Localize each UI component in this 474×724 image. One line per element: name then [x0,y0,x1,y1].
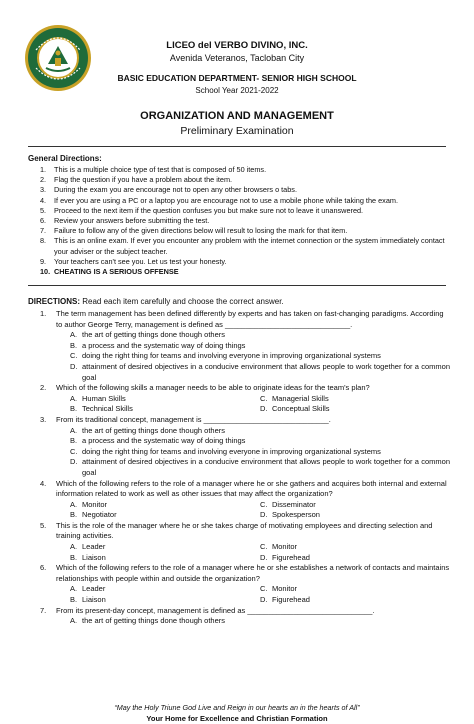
direction-number: 3. [40,185,47,195]
option-text: Disseminator [272,499,316,509]
option-letter: B. [70,340,78,350]
direction-text: If ever you are using a PC or a laptop you are encourage not to use a mobile phone while taking the exam. [54,195,398,205]
option-letter: B. [70,595,78,605]
option-letter: C. [260,584,268,594]
answer-option [70,500,260,511]
direction-item [40,226,450,236]
option-text: Negotiator [82,510,117,520]
question-item [40,563,450,584]
direction-number: 10. [40,267,51,277]
question-number: 7. [40,605,47,615]
option-text: Leader [82,542,106,552]
option-text: doing the right thing for teams and involving everyone in improving organizational systems [82,351,381,361]
answer-option-row [70,404,450,415]
school-address: Avenida Veteranos, Tacloban City [169,53,305,63]
question-item [40,606,450,617]
direction-item [40,165,450,175]
answer-option [260,394,450,405]
answer-option-row [70,584,450,595]
option-letter: A. [70,425,78,435]
question-item [40,415,450,426]
option-letter: C. [70,351,78,361]
direction-text: During the exam you are encourage not to open any other browsers o tabs. [54,185,297,195]
general-directions-title: General Directions: [28,154,102,163]
question-text: From its present-day concept, management is defined as ______________________________. [56,605,375,615]
option-letter: C. [70,446,78,456]
answer-option [70,616,450,627]
answer-option [70,595,260,606]
option-text: Leader [82,584,106,594]
question-item [40,521,450,542]
answer-option [260,595,450,606]
directions-text: Read each item carefully and choose the correct answer. [80,297,284,306]
option-text: the art of getting things done though others [82,330,226,340]
option-text: doing the right thing for teams and involving everyone in improving organizational systems [82,446,381,456]
answer-option [70,404,260,415]
question-number: 6. [40,563,47,573]
question-text: Which of the following refers to the role of a manager where he or she gathers and acquires both internal and external information related to work as well as other issues that may affect the organization? [56,478,447,499]
general-directions-list [40,165,450,277]
direction-text: This is a multiple choice type of test that is composed of 50 items. [54,165,267,174]
answer-option [260,542,450,553]
question-item [40,309,450,330]
direction-text: Proceed to the next item if the question confuses you but make sure not to leave it unanswered. [54,205,364,215]
answer-option [260,500,450,511]
option-text: Spokesperson [272,510,320,520]
direction-item [40,236,450,256]
direction-item [40,185,450,195]
option-letter: D. [70,361,78,371]
direction-number: 6. [40,216,47,226]
option-letter: B. [70,404,78,414]
exam-title: Preliminary Examination [180,125,294,137]
option-letter: D. [70,457,78,467]
option-letter: A. [70,330,78,340]
question-number: 1. [40,309,47,318]
subject-title: ORGANIZATION AND MANAGEMENT [140,110,334,122]
department: BASIC EDUCATION DEPARTMENT- SENIOR HIGH SCHOOL [117,73,357,83]
answer-option [70,436,450,447]
option-text: a process and the systematic way of doing things [82,340,246,350]
direction-number: 5. [40,205,47,215]
answer-option [70,447,450,458]
direction-number: 9. [40,256,47,266]
option-text: Monitor [272,542,298,552]
option-letter: D. [260,510,268,520]
answer-option [70,330,450,341]
question-text: The term management has been defined differently by experts and has taken on fast-changing paradigms. According to author George Terry, management is defined as ______________________________. [56,309,444,329]
option-letter: D. [260,552,268,562]
question-text: From its traditional concept, management is ______________________________. [56,414,331,424]
option-letter: A. [70,584,78,594]
option-text: Conceptual Skills [272,404,330,414]
question-number: 2. [40,383,47,393]
answer-option [70,341,450,352]
answer-option-row [70,510,450,521]
option-letter: A. [70,393,78,403]
option-letter: B. [70,552,78,562]
question-item [40,479,450,500]
answer-option [70,584,260,595]
directions-label: DIRECTIONS: [28,297,80,306]
direction-number: 2. [40,175,47,185]
direction-item [40,196,450,206]
option-letter: B. [70,436,78,446]
answer-option [70,542,260,553]
option-letter: D. [260,404,268,414]
direction-text: Flag the question if you have a problem about the item. [54,175,233,185]
answer-option [260,553,450,564]
answer-option [260,510,450,521]
answer-option [70,426,450,437]
directions [28,297,284,306]
answer-option [70,362,450,383]
answer-option [70,510,260,521]
option-letter: B. [70,510,78,520]
answer-option-row [70,595,450,606]
direction-item [40,216,450,226]
direction-text: Review your answers before submitting the test. [54,216,210,226]
direction-number: 1. [40,165,47,174]
direction-item [40,206,450,216]
option-letter: C. [260,393,268,403]
divider [28,146,446,147]
footer-quote: “May the Holy Triune God Live and Reign in our hearts an in the hearts of All” [114,703,360,712]
direction-text: CHEATING IS A SERIOUS OFFENSE [54,267,179,277]
question-number: 5. [40,520,47,530]
direction-number: 4. [40,195,47,205]
answer-option [70,457,450,478]
direction-item [40,175,450,185]
direction-number: 7. [40,226,47,236]
footer-motto: Your Home for Excellence and Christian Formation [146,714,328,723]
answer-option-row [70,394,450,405]
option-text: Liaison [82,552,106,562]
direction-item [40,267,450,277]
option-text: Monitor [82,499,108,509]
question-item [40,383,450,394]
option-text: attainment of desired objectives in a conducive environment that allows people to work together for a common goal [82,361,450,382]
question-text: This is the role of the manager where he or she takes charge of motivating employees and directing selection and training activities. [56,520,433,541]
option-text: a process and the systematic way of doing things [82,436,246,446]
option-text: the art of getting things done though others [82,425,226,435]
answer-option [260,404,450,415]
option-text: Managerial Skills [272,393,329,403]
direction-number: 8. [40,236,47,246]
answer-option-row [70,553,450,564]
divider [28,285,446,286]
option-letter: D. [260,595,268,605]
option-text: the art of getting things done though others [82,616,226,626]
option-letter: C. [260,499,268,509]
direction-text: Failure to follow any of the given directions below will result to losing the mark for that item. [54,226,348,236]
question-list [40,309,450,627]
question-text: Which of the following skills a manager needs to be able to originate ideas for the team's plan? [56,383,370,393]
question-number: 4. [40,478,47,488]
option-letter: C. [260,542,268,552]
direction-text: Your teachers can't see you. Let us test your honesty. [54,256,227,266]
answer-option [70,351,450,362]
option-text: Figurehead [272,595,310,605]
answer-option-row [70,500,450,511]
option-letter: A. [70,542,78,552]
option-text: Liaison [82,595,106,605]
answer-option-row [70,542,450,553]
answer-option [70,394,260,405]
question-text: Which of the following refers to the role of a manager where he or she establishes a network of contacts and maintains relationships with people within and outside the organization? [56,563,450,583]
option-letter: A. [70,499,78,509]
answer-option [70,553,260,564]
school-name: LICEO del VERBO DIVINO, INC. [166,40,308,51]
option-text: Technical Skills [82,404,133,414]
question-number: 3. [40,414,47,424]
direction-item [40,257,450,267]
option-text: Monitor [272,584,298,594]
option-text: attainment of desired objectives in a conducive environment that allows people to work together for a common goal [82,457,450,477]
answer-option [260,584,450,595]
direction-text: This is an online exam. If ever you encounter any problem with the internet connection or the system immediately contact your adviser or the subject teacher. [54,236,445,256]
option-letter: A. [70,616,78,626]
option-text: Human Skills [82,393,126,403]
school-year: School Year 2021-2022 [195,86,279,95]
option-text: Figurehead [272,552,310,562]
